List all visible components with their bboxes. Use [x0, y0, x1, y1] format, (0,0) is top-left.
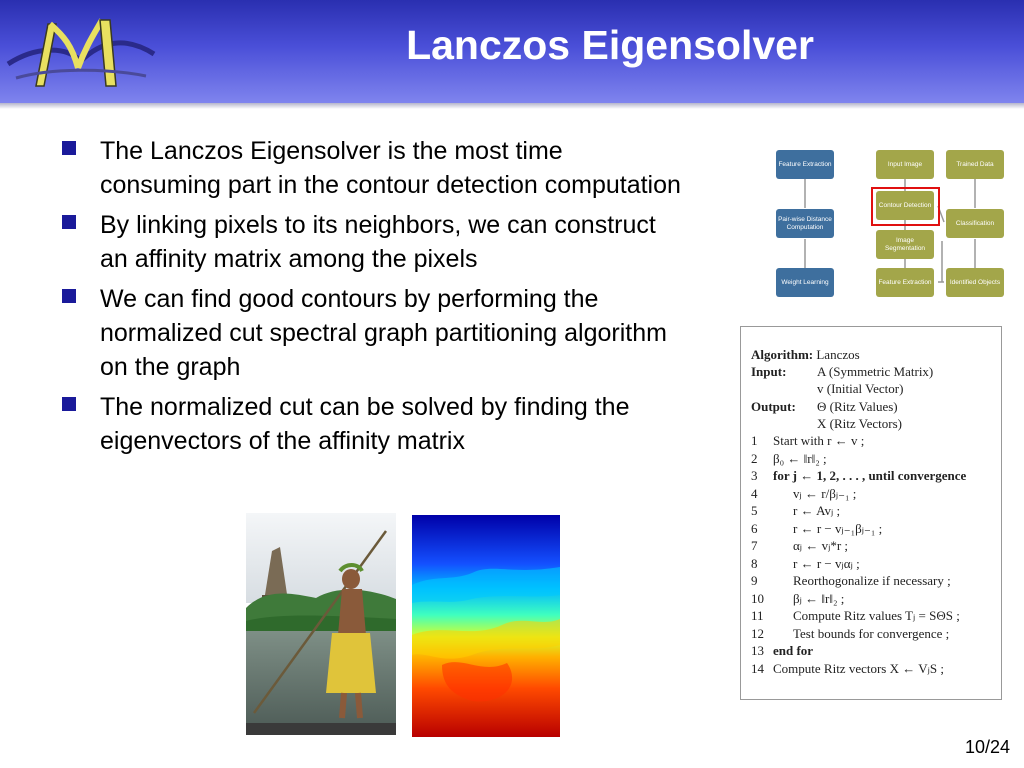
flow-trained-data: Trained Data [946, 150, 1004, 179]
step-text: Compute Ritz vectors X ← VⱼS ; [773, 661, 945, 676]
step-number: 2 [751, 451, 758, 466]
highlight-box [871, 187, 940, 226]
bullet-square-icon [62, 141, 76, 155]
bullet-square-icon [62, 289, 76, 303]
step-text: end for [773, 643, 814, 658]
step-number: 14 [751, 661, 764, 676]
sample-photo [246, 513, 396, 735]
algorithm-name: Lanczos [816, 347, 860, 362]
step-number: 13 [751, 643, 764, 658]
step-text: r ← Avⱼ ; [793, 503, 841, 518]
step-text: αⱼ ← vⱼ*r ; [793, 538, 849, 553]
flow-pairwise-distance: Pair-wise Distance Computation [776, 209, 834, 238]
step-number: 5 [751, 503, 758, 518]
step-number: 6 [751, 521, 758, 536]
step-text: r ← r − vⱼαⱼ ; [793, 556, 860, 571]
input-line-2: v (Initial Vector) [817, 381, 904, 396]
bullet-square-icon [62, 397, 76, 411]
bullet-text: By linking pixels to its neighbors, we can construct an affinity matrix among the pixels [100, 211, 656, 273]
input-line-1: A (Symmetric Matrix) [817, 364, 934, 379]
step-text: r ← r − vⱼ₋₁βⱼ₋₁ ; [793, 521, 883, 536]
logo-icon [6, 6, 156, 96]
output-line-1: Θ (Ritz Values) [817, 399, 898, 414]
bullet-square-icon [62, 215, 76, 229]
flow-weight-learning: Weight Learning [776, 268, 834, 297]
bullet-item [62, 390, 682, 458]
step-text: for j ← 1, 2, . . . , until convergence [773, 468, 967, 483]
bullet-item [62, 208, 682, 276]
output-label: Output: [751, 399, 796, 414]
input-label: Input: [751, 364, 787, 379]
flow-classification: Classification [946, 209, 1004, 238]
step-number: 7 [751, 538, 758, 553]
flow-feature-extraction-left: Feature Extraction [776, 150, 834, 179]
step-number: 11 [751, 608, 764, 623]
step-number: 12 [751, 626, 764, 641]
flow-image-segmentation: Image Segmentation [876, 230, 934, 259]
step-number: 3 [751, 468, 758, 483]
algorithm-label: Algorithm: [751, 347, 814, 362]
step-text: Start with r ← v ; [773, 433, 865, 448]
slide-title: Lanczos Eigensolver [406, 22, 814, 68]
step-text: Compute Ritz values Tⱼ = SΘS ; [793, 608, 960, 623]
step-number: 8 [751, 556, 758, 571]
bullet-text: We can find good contours by performing the normalized cut spectral graph partitioning algorithm on the graph [100, 285, 667, 381]
step-text: βⱼ ← ‖r‖₂ ; [793, 591, 845, 606]
eigenvector-heatmap [412, 515, 560, 737]
bullet-text: The normalized cut can be solved by finding the eigenvectors of the affinity matrix [100, 393, 630, 455]
bullet-list [62, 134, 682, 464]
step-text: β₀ ← ‖r‖₂ ; [773, 451, 827, 466]
pipeline-flowchart [768, 146, 1014, 302]
step-text: Test bounds for convergence ; [793, 626, 950, 641]
step-number: 4 [751, 486, 758, 501]
title-bar [0, 0, 1024, 103]
step-number: 9 [751, 573, 758, 588]
step-number: 1 [751, 433, 758, 448]
step-text: vⱼ ← r/βⱼ₋₁ ; [793, 486, 857, 501]
output-line-2: X (Ritz Vectors) [817, 416, 902, 431]
bullet-item [62, 134, 682, 202]
step-number: 10 [751, 591, 764, 606]
flow-feature-extraction-right: Feature Extraction [876, 268, 934, 297]
bullet-item [62, 282, 682, 384]
bullet-text: The Lanczos Eigensolver is the most time consuming part in the contour detection computation [100, 137, 681, 199]
page-number: 10/24 [964, 737, 1010, 757]
flow-input-image: Input Image [876, 150, 934, 179]
flow-contour-detection: Contour Detection [876, 191, 934, 220]
step-text: Reorthogonalize if necessary ; [793, 573, 951, 588]
title-bar-shadow [0, 103, 1024, 109]
flow-identified-objects: Identified Objects [946, 268, 1004, 297]
lanczos-algorithm-box [740, 326, 1002, 700]
